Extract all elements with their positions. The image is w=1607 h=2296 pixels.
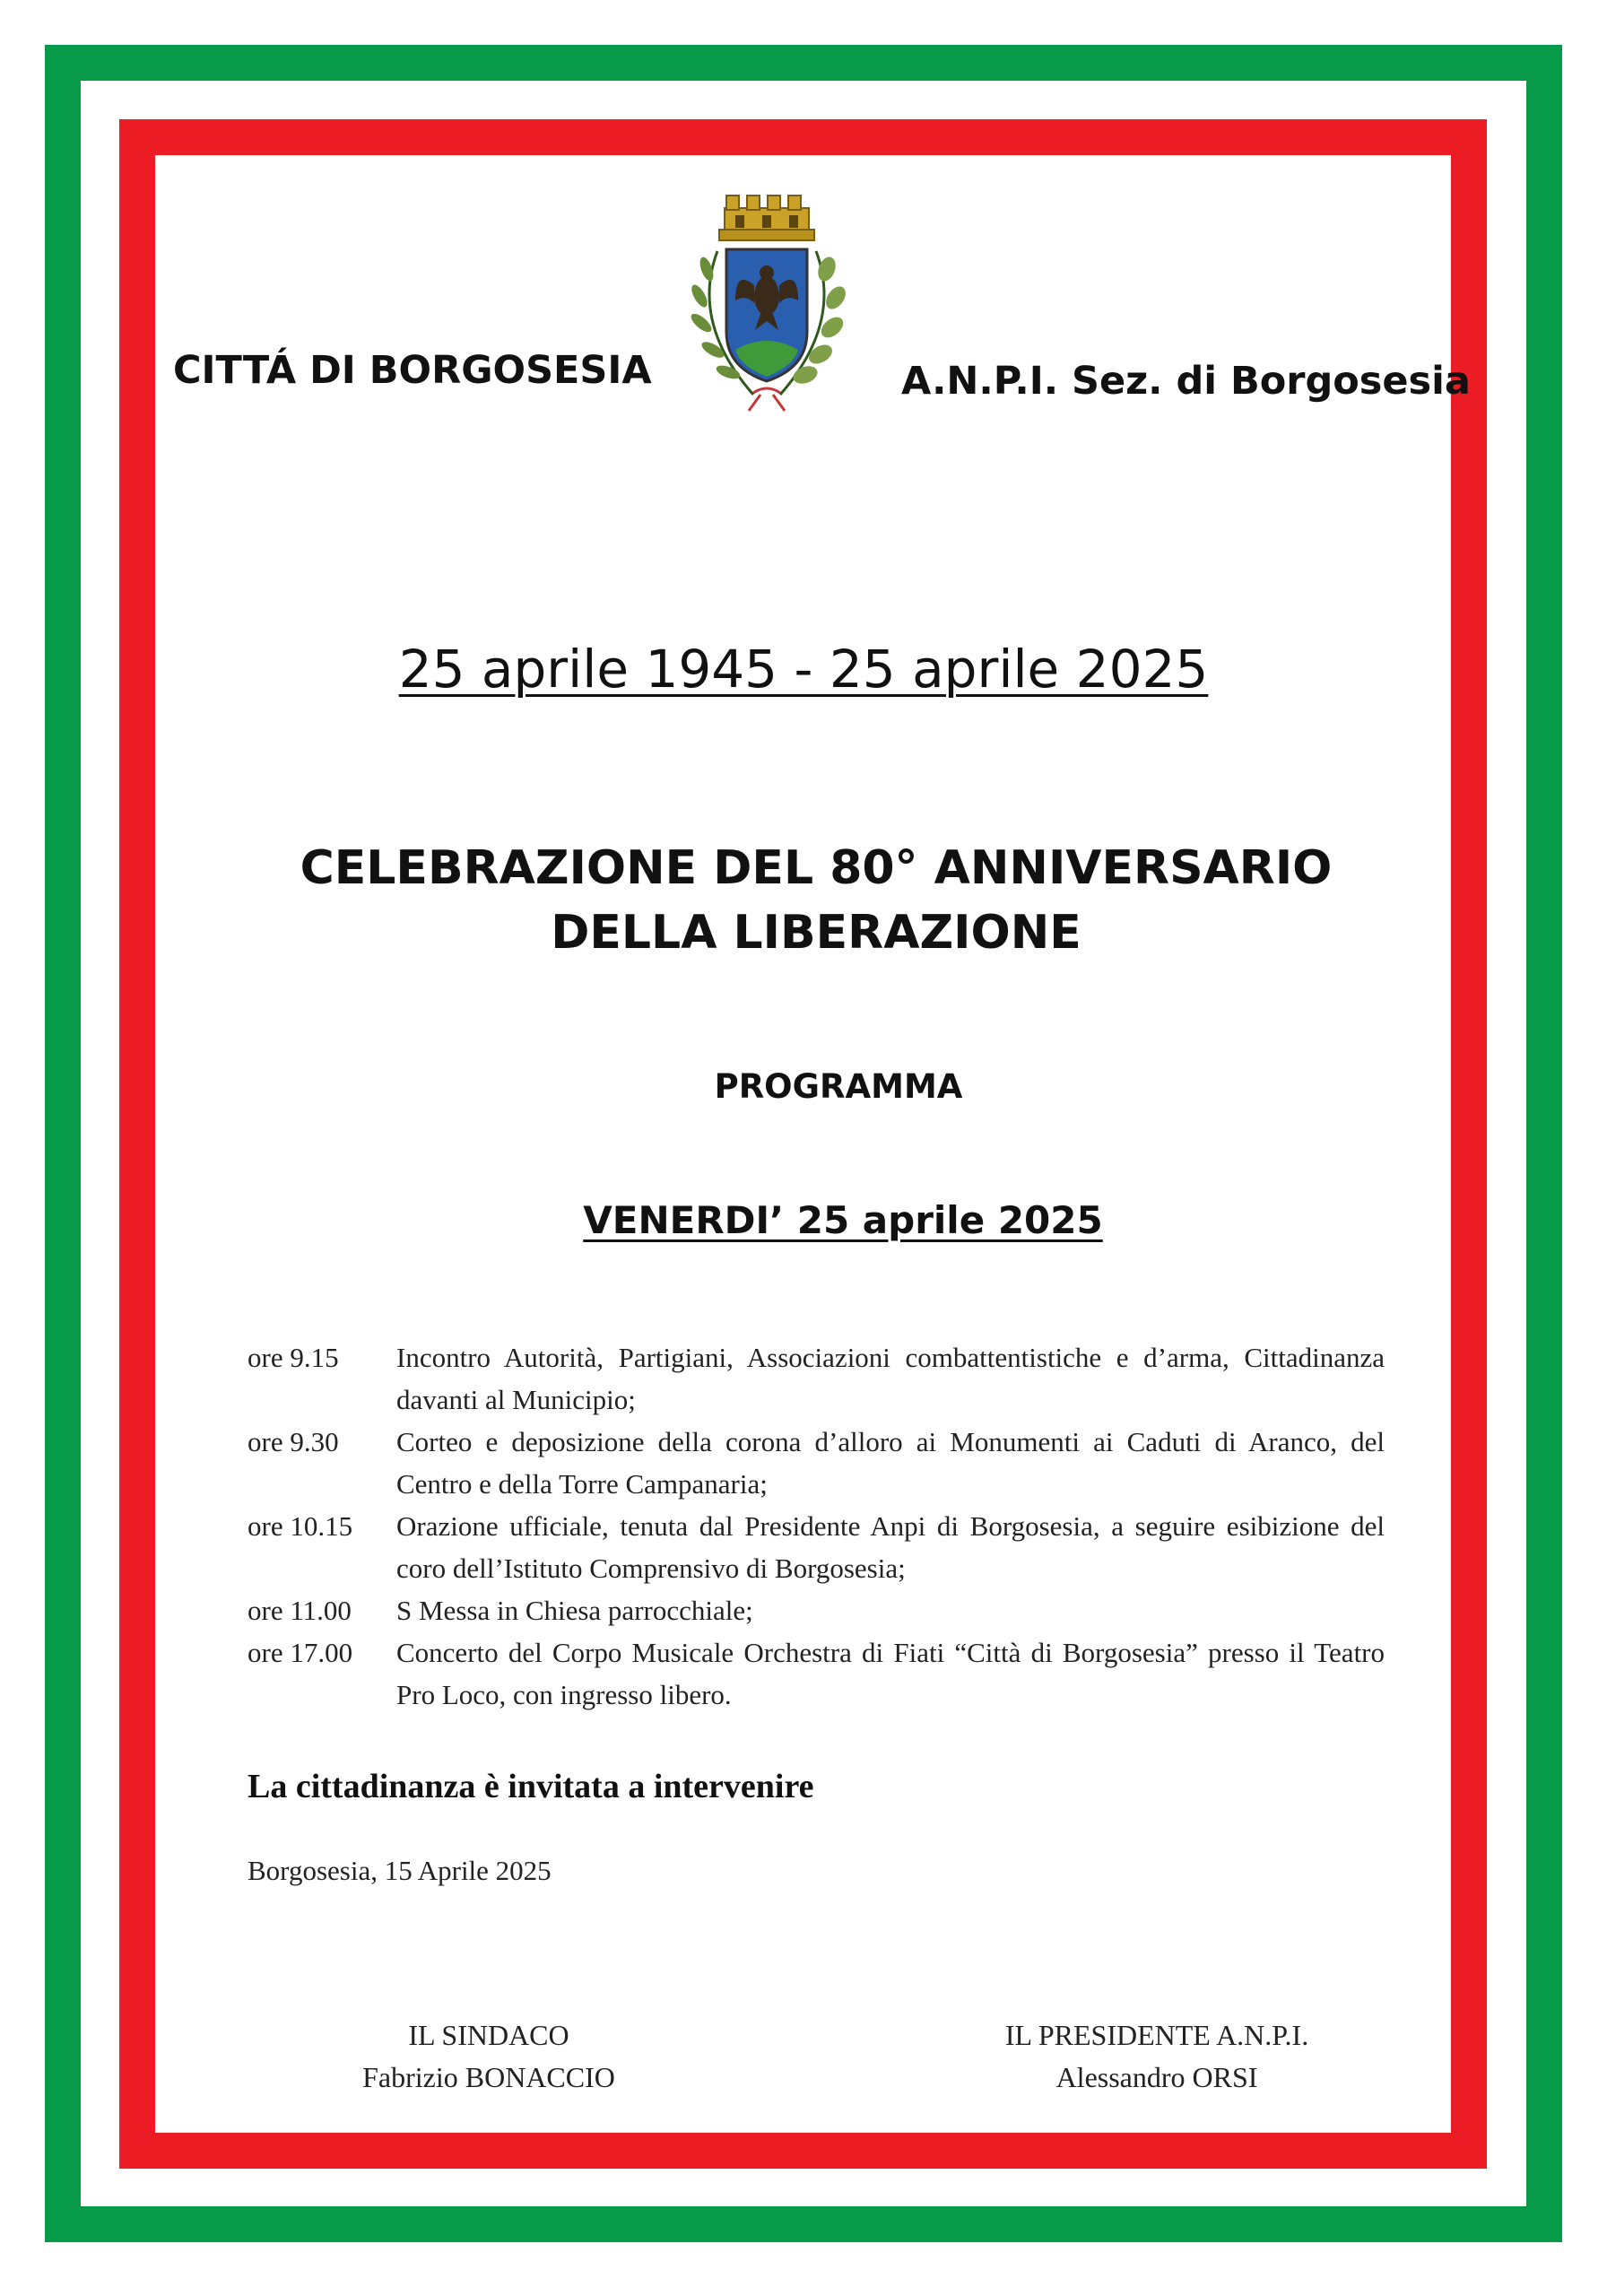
borgosesia-coat-of-arms-icon	[664, 179, 870, 413]
city-name: CITTÁ DI BORGOSESIA	[173, 348, 652, 393]
program-heading: PROGRAMMA	[714, 1067, 963, 1106]
program-description: Concerto del Corpo Musicale Orchestra di Fiati “Città di Borgosesia” presso il Teatro Pro Loco, con ingresso libero.	[396, 1637, 1385, 1710]
program-item	[248, 1589, 1385, 1631]
program-description: Incontro Autorità, Partigiani, Associazioni combattentistiche e d’arma, Cittadinanza davanti al Municipio;	[396, 1342, 1385, 1415]
event-title	[0, 836, 1607, 965]
mayor-role: IL SINDACO	[408, 2019, 569, 2051]
program-time: ore 10.15	[248, 1510, 353, 1542]
program-item	[248, 1421, 1385, 1505]
program-time: ore 9.15	[248, 1342, 339, 1373]
mayor-signature-block	[341, 2014, 637, 2099]
program-item	[248, 1505, 1385, 1589]
place-and-date: Borgosesia, 15 Aprile 2025	[248, 1855, 552, 1886]
event-title-line2: DELLA LIBERAZIONE	[551, 906, 1081, 960]
program-list	[248, 1336, 1385, 1716]
anpi-president-name: Alessandro ORSI	[1055, 2061, 1258, 2093]
invitation-text: La cittadinanza è invitata a intervenire	[248, 1768, 814, 1805]
anpi-president-role: IL PRESIDENTE A.N.P.I.	[1004, 2019, 1309, 2051]
crown-icon	[719, 196, 814, 240]
program-time: ore 11.00	[248, 1595, 352, 1626]
program-description: S Messa in Chiesa parrocchiale;	[396, 1595, 753, 1626]
program-description: Corteo e deposizione della corona d’alloro ai Monumenti ai Caduti di Aranco, del Centro e della Torre Campanaria;	[396, 1426, 1385, 1500]
anpi-president-signature-block	[986, 2014, 1327, 2099]
program-item	[248, 1336, 1385, 1421]
event-title-line1: CELEBRAZIONE DEL 80° ANNIVERSARIO	[300, 841, 1333, 895]
program-item	[248, 1631, 1385, 1716]
program-time: ore 9.30	[248, 1426, 339, 1457]
event-day: VENERDI’ 25 aprile 2025	[583, 1198, 1103, 1242]
anniversary-dates: 25 aprile 1945 - 25 aprile 2025	[398, 639, 1209, 700]
anpi-section: A.N.P.I. Sez. di Borgosesia	[901, 359, 1471, 404]
mayor-name: Fabrizio BONACCIO	[362, 2061, 615, 2093]
program-description: Orazione ufficiale, tenuta dal Presidente Anpi di Borgosesia, a seguire esibizione del coro dell’Istituto Comprensivo di Borgosesia;	[396, 1510, 1385, 1584]
program-time: ore 17.00	[248, 1637, 353, 1668]
